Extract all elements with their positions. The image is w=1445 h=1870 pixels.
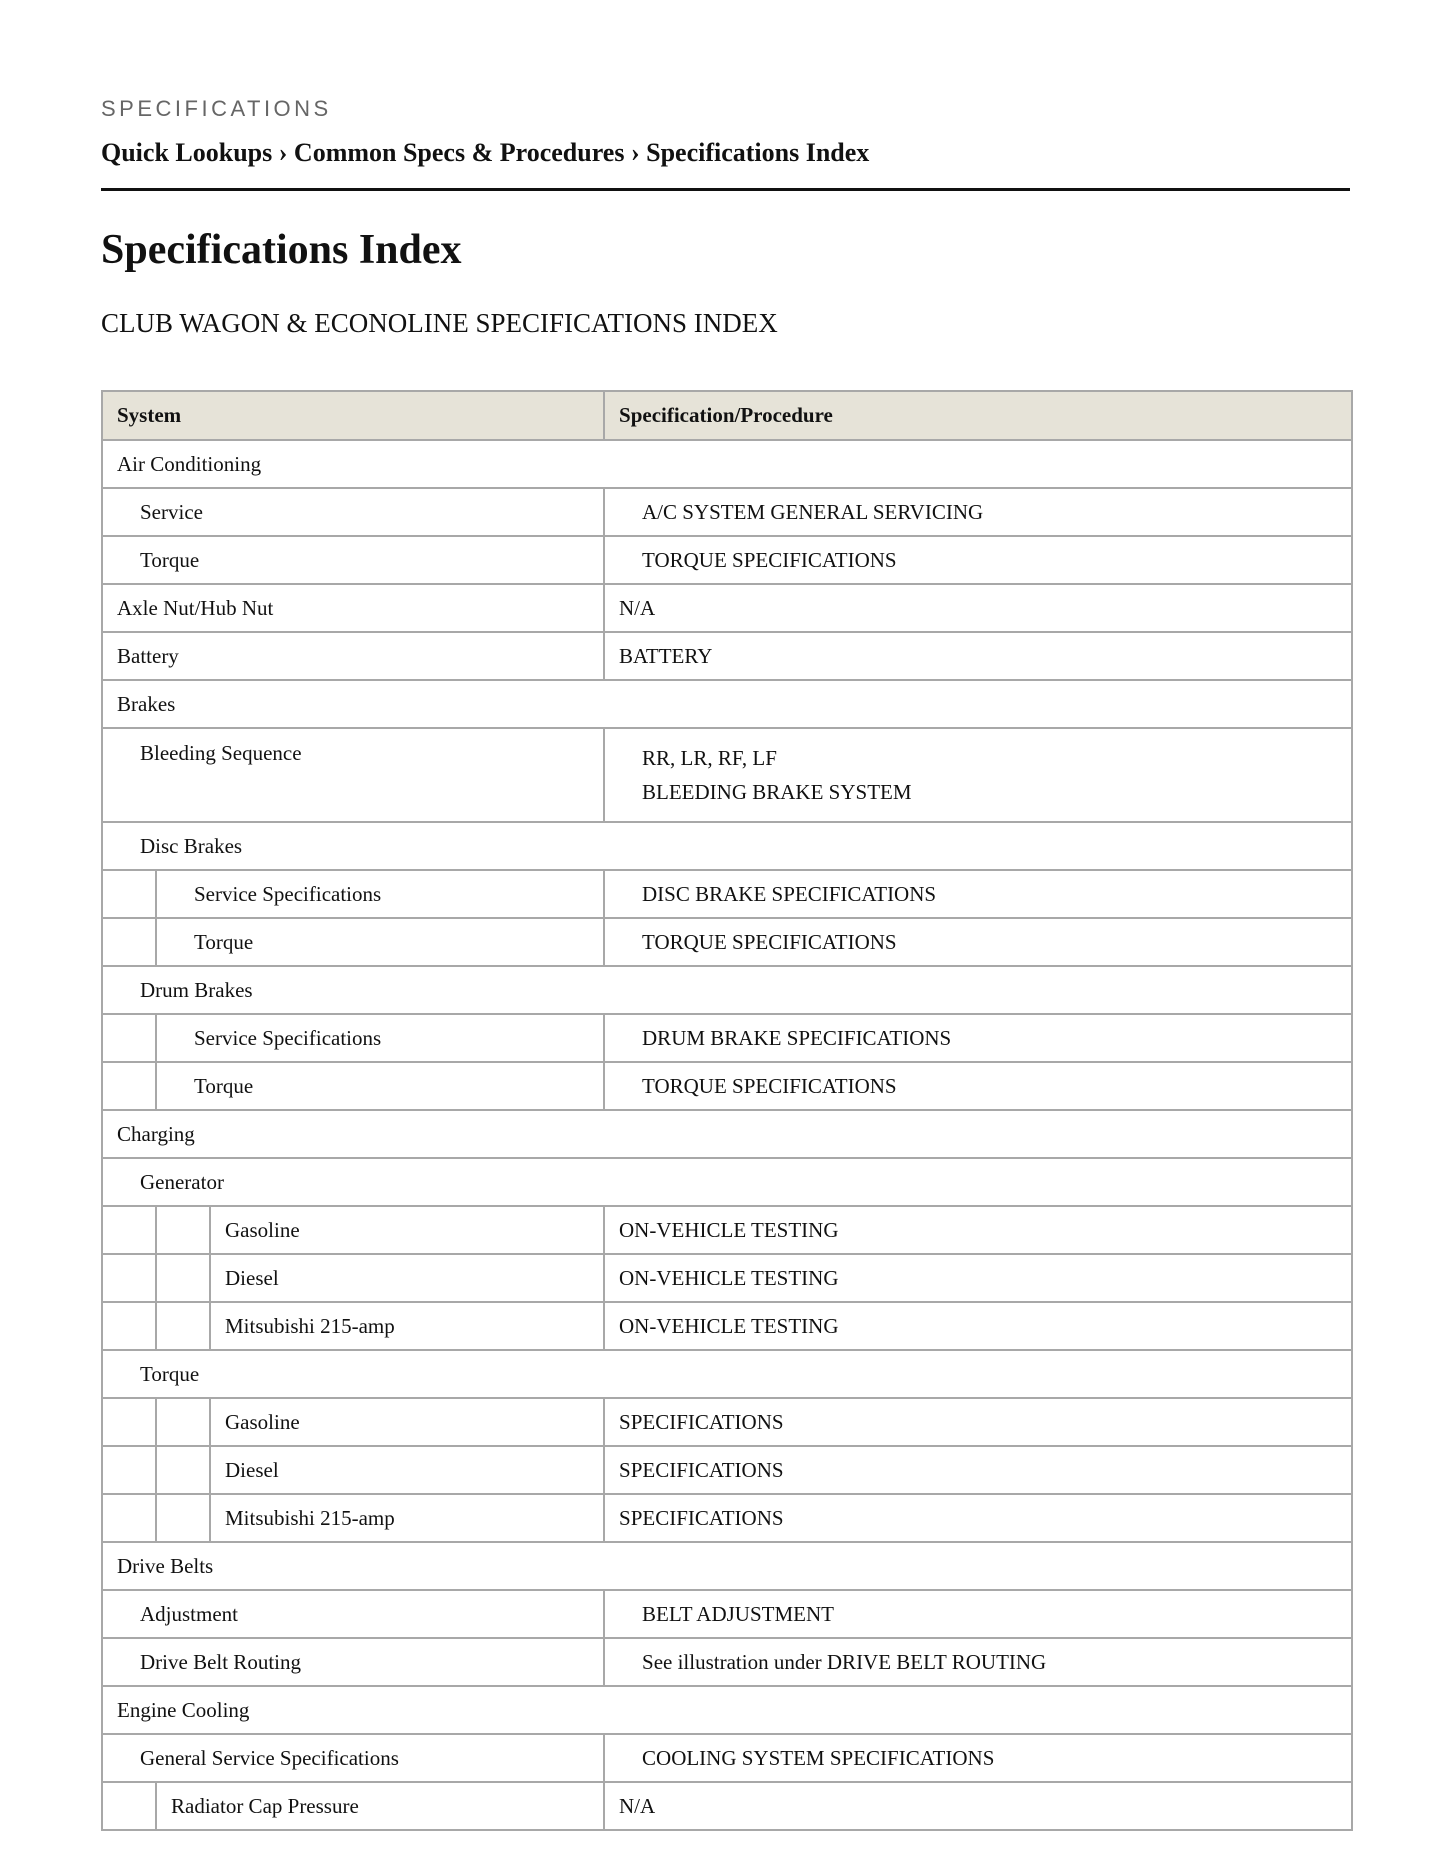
system-label: Axle Nut/Hub Nut xyxy=(117,595,274,620)
column-header-system: System xyxy=(102,391,604,440)
system-cell xyxy=(156,1062,604,1110)
spec-link[interactable]: SPECIFICATIONS xyxy=(619,1505,784,1530)
system-group-cell xyxy=(102,1158,1352,1206)
system-group-cell xyxy=(102,1110,1352,1158)
system-label: Mitsubishi 215-amp xyxy=(225,1505,395,1530)
table-row xyxy=(102,1782,1352,1830)
system-label: Adjustment xyxy=(140,1601,238,1626)
system-group-cell xyxy=(102,1686,1352,1734)
indent-cell xyxy=(156,1446,210,1494)
table-row xyxy=(102,1638,1352,1686)
system-cell xyxy=(156,1782,604,1830)
indent-cell xyxy=(102,1302,156,1350)
spec-link[interactable]: See illustration under DRIVE BELT ROUTING xyxy=(642,1649,1047,1674)
table-row xyxy=(102,1686,1352,1734)
system-label: Diesel xyxy=(225,1457,279,1482)
breadcrumb-item-common-specs[interactable]: Common Specs & Procedures xyxy=(293,138,625,167)
table-row xyxy=(102,1542,1352,1590)
spec-cell xyxy=(604,1254,1352,1302)
indent-cell xyxy=(156,1206,210,1254)
system-cell xyxy=(102,584,604,632)
spec-cell xyxy=(604,870,1352,918)
indent-cell xyxy=(102,1446,156,1494)
spec-cell xyxy=(604,1062,1352,1110)
indent-cell xyxy=(156,1398,210,1446)
table-row xyxy=(102,1590,1352,1638)
table-row xyxy=(102,1494,1352,1542)
system-label: Service Specifications xyxy=(194,881,382,906)
spec-cell xyxy=(604,488,1352,536)
spec-link[interactable]: BLEEDING BRAKE SYSTEM xyxy=(642,780,912,804)
table-row xyxy=(102,1062,1352,1110)
table-row xyxy=(102,632,1352,680)
spec-value: RR, LR, RF, LF xyxy=(642,746,777,770)
spec-link[interactable]: ON-VEHICLE TESTING xyxy=(619,1265,839,1290)
spec-cell xyxy=(604,918,1352,966)
system-label: Gasoline xyxy=(225,1409,300,1434)
system-group-cell xyxy=(102,1542,1352,1590)
spec-cell xyxy=(604,1782,1352,1830)
system-group-cell xyxy=(102,440,1352,488)
spec-link[interactable]: A/C SYSTEM GENERAL SERVICING xyxy=(642,499,984,524)
breadcrumb-separator: › xyxy=(630,138,640,167)
table-row xyxy=(102,488,1352,536)
spec-link[interactable]: COOLING SYSTEM SPECIFICATIONS xyxy=(642,1745,995,1770)
table-row xyxy=(102,1014,1352,1062)
system-label: Air Conditioning xyxy=(117,451,262,476)
system-label: Drive Belt Routing xyxy=(140,1649,301,1674)
system-label: Drive Belts xyxy=(117,1553,214,1578)
table-row xyxy=(102,822,1352,870)
table-row xyxy=(102,1350,1352,1398)
spec-cell xyxy=(604,1734,1352,1782)
system-label: Engine Cooling xyxy=(117,1697,250,1722)
spec-cell xyxy=(604,1590,1352,1638)
system-cell xyxy=(210,1302,604,1350)
indent-cell xyxy=(156,1254,210,1302)
system-label: Charging xyxy=(117,1121,195,1146)
system-label: Brakes xyxy=(117,691,176,716)
spec-cell xyxy=(604,632,1352,680)
spec-cell xyxy=(604,1446,1352,1494)
specifications-table xyxy=(101,390,1353,1831)
indent-cell xyxy=(102,918,156,966)
table-row xyxy=(102,728,1352,822)
table-row xyxy=(102,1110,1352,1158)
system-group-cell xyxy=(102,966,1352,1014)
system-cell xyxy=(210,1398,604,1446)
section-label: SPECIFICATIONS xyxy=(101,96,332,121)
system-group-cell xyxy=(102,1350,1352,1398)
system-label: Generator xyxy=(140,1169,224,1194)
system-cell xyxy=(156,918,604,966)
spec-value: N/A xyxy=(619,595,656,620)
system-cell xyxy=(210,1494,604,1542)
spec-link[interactable]: BATTERY xyxy=(619,643,713,668)
system-label: General Service Specifications xyxy=(140,1745,399,1770)
breadcrumb-item-quick-lookups[interactable]: Quick Lookups xyxy=(101,138,273,167)
spec-link[interactable]: DRUM BRAKE SPECIFICATIONS xyxy=(642,1025,952,1050)
table-row xyxy=(102,1446,1352,1494)
table-row xyxy=(102,918,1352,966)
system-label: Service xyxy=(140,499,203,524)
table-row xyxy=(102,1734,1352,1782)
table-row xyxy=(102,440,1352,488)
system-cell xyxy=(102,1734,604,1782)
indent-cell xyxy=(102,1782,156,1830)
spec-cell xyxy=(604,728,1352,822)
system-label: Diesel xyxy=(225,1265,279,1290)
spec-cell xyxy=(604,536,1352,584)
system-label: Drum Brakes xyxy=(140,977,253,1002)
system-group-cell xyxy=(102,680,1352,728)
table-row xyxy=(102,1206,1352,1254)
table-row xyxy=(102,584,1352,632)
system-label: Torque xyxy=(194,1073,254,1098)
system-group-cell xyxy=(102,822,1352,870)
table-header-row xyxy=(102,391,1352,440)
indent-cell xyxy=(102,1494,156,1542)
spec-link[interactable]: SPECIFICATIONS xyxy=(619,1457,784,1482)
system-label: Service Specifications xyxy=(194,1025,382,1050)
breadcrumb-separator: › xyxy=(278,138,288,167)
spec-link[interactable]: ON-VEHICLE TESTING xyxy=(619,1313,839,1338)
indent-cell xyxy=(102,870,156,918)
spec-cell xyxy=(604,1014,1352,1062)
system-cell xyxy=(210,1254,604,1302)
breadcrumb-item-specifications-index: Specifications Index xyxy=(646,138,870,167)
spec-link[interactable]: TORQUE SPECIFICATIONS xyxy=(642,547,897,572)
spec-cell xyxy=(604,1638,1352,1686)
spec-cell xyxy=(604,584,1352,632)
indent-cell xyxy=(102,1206,156,1254)
system-cell xyxy=(102,632,604,680)
system-cell xyxy=(210,1206,604,1254)
spec-link[interactable]: DISC BRAKE SPECIFICATIONS xyxy=(642,881,937,906)
system-cell xyxy=(210,1446,604,1494)
spec-value: N/A xyxy=(619,1793,656,1818)
spec-cell xyxy=(604,1398,1352,1446)
system-label: Disc Brakes xyxy=(140,833,243,858)
indent-cell xyxy=(102,1014,156,1062)
system-cell xyxy=(102,1590,604,1638)
indent-cell xyxy=(102,1398,156,1446)
system-cell xyxy=(102,728,604,822)
table-row xyxy=(102,1254,1352,1302)
indent-cell xyxy=(156,1494,210,1542)
system-label: Torque xyxy=(140,547,200,572)
indent-cell xyxy=(102,1254,156,1302)
system-label: Bleeding Sequence xyxy=(140,741,302,765)
system-cell xyxy=(102,1638,604,1686)
table-row xyxy=(102,536,1352,584)
indent-cell xyxy=(102,1062,156,1110)
spec-cell xyxy=(604,1302,1352,1350)
page-title: Specifications Index xyxy=(101,227,462,273)
table-row xyxy=(102,1158,1352,1206)
system-cell xyxy=(102,536,604,584)
document-subtitle: CLUB WAGON & ECONOLINE SPECIFICATIONS INDEX xyxy=(101,308,778,338)
system-cell xyxy=(156,870,604,918)
indent-cell xyxy=(156,1302,210,1350)
table-row xyxy=(102,870,1352,918)
system-label: Battery xyxy=(117,643,179,668)
system-cell xyxy=(102,488,604,536)
column-header-specification: Specification/Procedure xyxy=(604,391,1352,440)
system-label: Torque xyxy=(140,1361,200,1386)
spec-link[interactable]: ON-VEHICLE TESTING xyxy=(619,1217,839,1242)
system-label: Mitsubishi 215-amp xyxy=(225,1313,395,1338)
spec-link[interactable]: SPECIFICATIONS xyxy=(619,1409,784,1434)
system-cell xyxy=(156,1014,604,1062)
table-row xyxy=(102,1398,1352,1446)
table-row xyxy=(102,966,1352,1014)
spec-link[interactable]: TORQUE SPECIFICATIONS xyxy=(642,1073,897,1098)
breadcrumb xyxy=(101,138,869,168)
table-row xyxy=(102,1302,1352,1350)
system-label: Gasoline xyxy=(225,1217,300,1242)
header-divider xyxy=(101,188,1350,191)
spec-cell xyxy=(604,1494,1352,1542)
spec-link[interactable]: BELT ADJUSTMENT xyxy=(642,1601,834,1626)
spec-cell xyxy=(604,1206,1352,1254)
system-label: Torque xyxy=(194,929,254,954)
spec-link[interactable]: TORQUE SPECIFICATIONS xyxy=(642,929,897,954)
system-label: Radiator Cap Pressure xyxy=(171,1793,359,1818)
table-row xyxy=(102,680,1352,728)
